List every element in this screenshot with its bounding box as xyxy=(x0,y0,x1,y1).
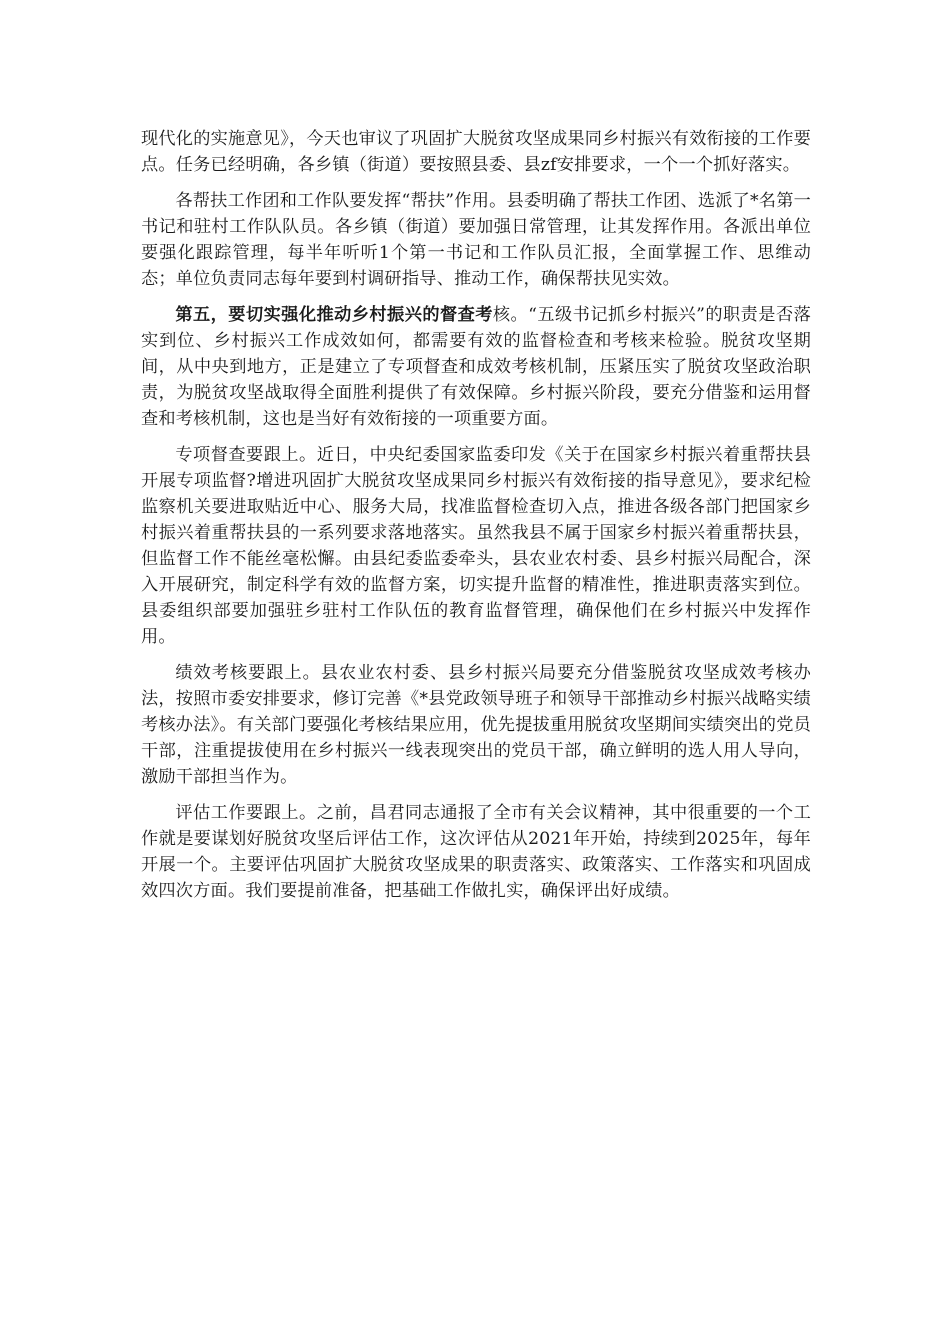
paragraph-4 xyxy=(141,442,811,650)
paragraph-3 xyxy=(141,302,811,432)
paragraph-5 xyxy=(141,660,811,790)
paragraph-1 xyxy=(141,126,811,178)
paragraph-6-text: 评估工作要跟上。之前，昌君同志通报了全市有关会议精神，其中很重要的一个工作就是要谋划好脱贫攻坚后评估工作，这次评估从2021年开始，持续到2025年，每年开展一个。主要评估巩固扩大脱贫攻坚成果的职责落实、政策落实、工作落实和巩固成效四次方面。我们要提前准备，把基础工作做扎实，确保评出好成绩。 xyxy=(141,803,811,901)
paragraph-2-text: 各帮扶工作团和工作队要发挥“帮扶”作用。县委明确了帮扶工作团、选派了*名第一书记和驻村工作队队员。各乡镇（街道）要加强日常管理，让其发挥作用。各派出单位要强化跟踪管理，每半年听听1个第一书记和工作队员汇报，全面掌握工作、思维动态；单位负责同志每年要到村调研指导、推动工作，确保帮扶见实效。 xyxy=(141,191,811,289)
paragraph-3-text: 核。“五级书记抓乡村振兴”的职责是否落实到位、乡村振兴工作成效如何，都需要有效的监督检查和考核来检验。脱贫攻坚期间，从中央到地方，正是建立了专项督查和成效考核机制，压紧压实了脱贫攻坚政治职责，为脱贫攻坚战取得全面胜利提供了有效保障。乡村振兴阶段，要充分借鉴和运用督查和考核机制，这也是当好有效衔接的一项重要方面。 xyxy=(141,305,811,429)
paragraph-6 xyxy=(141,800,811,904)
document-page xyxy=(141,126,811,914)
paragraph-1-text: 现代化的实施意见》，今天也审议了巩固扩大脱贫攻坚成果同乡村振兴有效衔接的工作要点。任务已经明确，各乡镇（街道）要按照县委、县zf安排要求，一个一个抓好落实。 xyxy=(141,129,811,175)
paragraph-5-text: 绩效考核要跟上。县农业农村委、县乡村振兴局要充分借鉴脱贫攻坚成效考核办法，按照市委安排要求，修订完善《*县党政领导班子和领导干部推动乡村振兴战略实绩考核办法》。有关部门要强化考核结果应用，优先提拔重用脱贫攻坚期间实绩突出的党员干部，注重提拔使用在乡村振兴一线表现突出的党员干部，确立鲜明的选人用人导向，激励干部担当作为。 xyxy=(141,663,811,787)
paragraph-4-text: 专项督查要跟上。近日，中央纪委国家监委印发《关于在国家乡村振兴着重帮扶县开展专项监督?增进巩固扩大脱贫攻坚成果同乡村振兴有效衔接的指导意见》，要求纪检监察机关要进取贴近中心、服务大局，找准监督检查切入点，推进各级各部门把国家乡村振兴着重帮扶县的一系列要求落地落实。虽然我县不属于国家乡村振兴着重帮扶县，但监督工作不能丝毫松懈。由县纪委监委牵头，县农业农村委、县乡村振兴局配合，深入开展研究，制定科学有效的监督方案，切实提升监督的精准性，推进职责落实到位。县委组织部要加强驻乡驻村工作队伍的教育监督管理，确保他们在乡村振兴中发挥作用。 xyxy=(141,445,811,647)
section-heading-fifth: 第五，要切实强化推动乡村振兴的督查考 xyxy=(175,305,493,325)
paragraph-2 xyxy=(141,188,811,292)
